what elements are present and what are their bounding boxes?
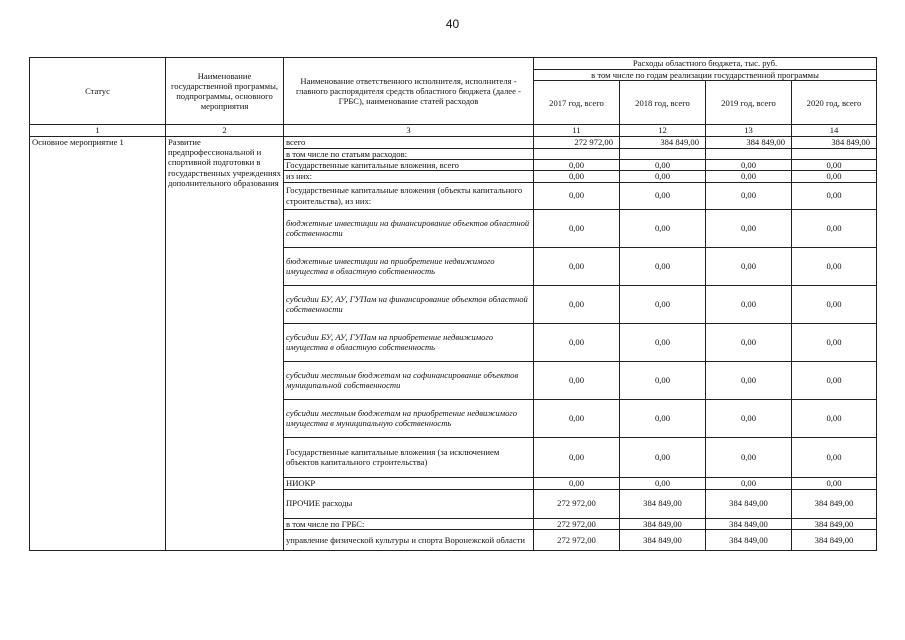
amount-cell: 0,00: [792, 159, 877, 170]
amount-cell: 0,00: [620, 285, 706, 323]
amount-cell: 0,00: [792, 182, 877, 209]
amount-cell: 0,00: [792, 399, 877, 437]
amount-cell: 0,00: [792, 285, 877, 323]
amount-cell: 0,00: [792, 247, 877, 285]
amount-cell: 384 849,00: [792, 136, 877, 148]
amount-cell: [706, 148, 792, 159]
expense-item-label: всего: [284, 136, 534, 148]
header-executor-name: Наименование ответственного исполнителя, исполнителя - главного распорядителя средств областного бюджета (далее - ГРБС), наименование статей расходов: [284, 58, 534, 125]
amount-cell: 0,00: [706, 361, 792, 399]
amount-cell: 0,00: [706, 437, 792, 477]
expense-item-label: ПРОЧИЕ расходы: [284, 489, 534, 518]
amount-cell: 0,00: [706, 182, 792, 209]
header-year: 2017 год, всего: [534, 81, 620, 125]
expense-item-label: в том числе по статьям расходов:: [284, 148, 534, 159]
expense-item-label: бюджетные инвестиции на приобретение недвижимого имущества в областную собственность: [284, 247, 534, 285]
header-by-years: в том числе по годам реализации государственной программы: [534, 70, 877, 81]
amount-cell: 0,00: [534, 182, 620, 209]
amount-cell: 0,00: [706, 323, 792, 361]
amount-cell: 0,00: [620, 437, 706, 477]
expense-item-label: Государственные капитальные вложения (объекты капитального строительства), из них:: [284, 182, 534, 209]
expense-item-label: НИОКР: [284, 477, 534, 489]
col-number: 2: [166, 125, 284, 136]
amount-cell: [534, 148, 620, 159]
expense-item-label: управление физической культуры и спорта Воронежской области: [284, 529, 534, 550]
col-number: 13: [706, 125, 792, 136]
page-number: 40: [445, 17, 460, 31]
amount-cell: 0,00: [620, 159, 706, 170]
col-number: 12: [620, 125, 706, 136]
col-number: 14: [792, 125, 877, 136]
col-number: 1: [30, 125, 166, 136]
amount-cell: 0,00: [620, 182, 706, 209]
data-row: [30, 136, 877, 148]
expense-item-label: субсидии местным бюджетам на приобретение недвижимого имущества в муниципальную собственность: [284, 399, 534, 437]
amount-cell: 0,00: [620, 361, 706, 399]
amount-cell: 0,00: [534, 247, 620, 285]
amount-cell: 384 849,00: [792, 518, 877, 529]
amount-cell: 0,00: [534, 437, 620, 477]
amount-cell: 0,00: [534, 399, 620, 437]
column-numbers-row: [30, 125, 877, 136]
amount-cell: 0,00: [534, 477, 620, 489]
amount-cell: 0,00: [792, 171, 877, 182]
amount-cell: 0,00: [706, 285, 792, 323]
amount-cell: 0,00: [620, 323, 706, 361]
amount-cell: 384 849,00: [620, 529, 706, 550]
amount-cell: 272 972,00: [534, 489, 620, 518]
amount-cell: 0,00: [534, 323, 620, 361]
amount-cell: 0,00: [706, 477, 792, 489]
amount-cell: 384 849,00: [706, 136, 792, 148]
amount-cell: 0,00: [706, 159, 792, 170]
amount-cell: 384 849,00: [792, 489, 877, 518]
col-number: 3: [284, 125, 534, 136]
amount-cell: 0,00: [792, 361, 877, 399]
header-row-1: [30, 58, 877, 70]
amount-cell: 0,00: [620, 209, 706, 247]
amount-cell: [792, 148, 877, 159]
amount-cell: 0,00: [792, 437, 877, 477]
expense-item-label: субсидии БУ, АУ, ГУПам на приобретение недвижимого имущества в областную собственность: [284, 323, 534, 361]
header-year: 2020 год, всего: [792, 81, 877, 125]
amount-cell: 0,00: [706, 209, 792, 247]
header-program-name: Наименование государственной программы, подпрограммы, основного мероприятия: [166, 58, 284, 125]
expense-item-label: Государственные капитальные вложения (за исключением объектов капитального строительства): [284, 437, 534, 477]
header-year: 2019 год, всего: [706, 81, 792, 125]
program-name-cell: Развитие предпрофессиональной и спортивной подготовки в государственных учреждениях дополнительного образования: [166, 136, 284, 550]
amount-cell: 0,00: [706, 247, 792, 285]
amount-cell: 0,00: [620, 247, 706, 285]
budget-table: [29, 57, 877, 551]
amount-cell: 0,00: [792, 477, 877, 489]
amount-cell: 384 849,00: [706, 529, 792, 550]
amount-cell: 384 849,00: [792, 529, 877, 550]
amount-cell: 384 849,00: [620, 489, 706, 518]
status-cell: Основное мероприятие 1: [30, 136, 166, 550]
expense-item-label: субсидии БУ, АУ, ГУПам на финансирование объектов областной собственности: [284, 285, 534, 323]
col-number: 11: [534, 125, 620, 136]
amount-cell: 0,00: [534, 159, 620, 170]
header-year: 2018 год, всего: [620, 81, 706, 125]
amount-cell: [620, 148, 706, 159]
expense-item-label: Государственные капитальные вложения, всего: [284, 159, 534, 170]
amount-cell: 272 972,00: [534, 136, 620, 148]
header-expenses: Расходы областного бюджета, тыс. руб.: [534, 58, 877, 70]
expense-item-label: субсидии местным бюджетам на софинансирование объектов муниципальной собственности: [284, 361, 534, 399]
amount-cell: 0,00: [706, 171, 792, 182]
amount-cell: 0,00: [706, 399, 792, 437]
amount-cell: 0,00: [534, 171, 620, 182]
amount-cell: 0,00: [620, 171, 706, 182]
amount-cell: 0,00: [620, 477, 706, 489]
amount-cell: 0,00: [534, 285, 620, 323]
amount-cell: 384 849,00: [620, 518, 706, 529]
expense-item-label: в том числе по ГРБС:: [284, 518, 534, 529]
amount-cell: 272 972,00: [534, 518, 620, 529]
amount-cell: 0,00: [792, 209, 877, 247]
amount-cell: 272 972,00: [534, 529, 620, 550]
amount-cell: 0,00: [534, 209, 620, 247]
amount-cell: 384 849,00: [706, 489, 792, 518]
header-status: Статус: [30, 58, 166, 125]
amount-cell: 384 849,00: [706, 518, 792, 529]
amount-cell: 0,00: [534, 361, 620, 399]
amount-cell: 384 849,00: [620, 136, 706, 148]
amount-cell: 0,00: [792, 323, 877, 361]
expense-item-label: бюджетные инвестиции на финансирование объектов областной собственности: [284, 209, 534, 247]
amount-cell: 0,00: [620, 399, 706, 437]
expense-item-label: из них:: [284, 171, 534, 182]
